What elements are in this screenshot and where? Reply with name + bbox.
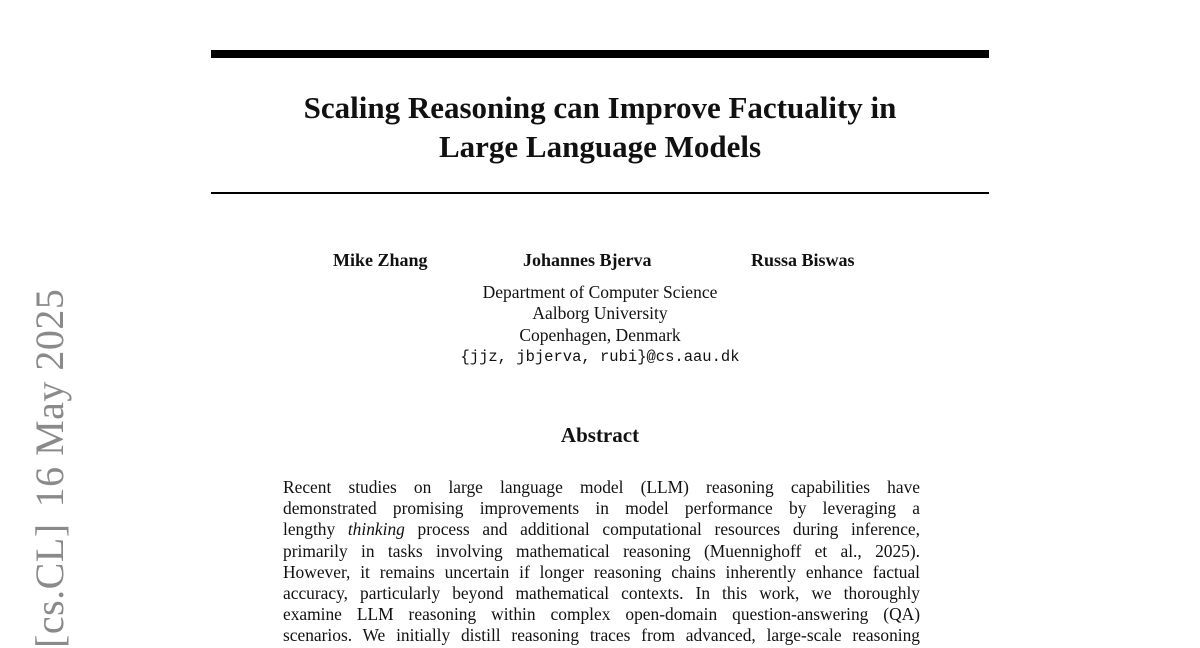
abstract-line bbox=[283, 625, 920, 646]
abstract-text: Recent studies on large language model (LLM) reasoning capabilities have bbox=[283, 477, 920, 497]
abstract-text: demonstrated promising improvements in model performance by leveraging a bbox=[283, 498, 920, 519]
affiliation-email: {jjz, jbjerva, rubi}@cs.aau.dk bbox=[460, 348, 740, 366]
title-line-1: Scaling Reasoning can Improve Factuality in bbox=[303, 90, 897, 125]
abstract-text: examine LLM reasoning within complex open-domain question-answering (QA) bbox=[283, 604, 920, 625]
abstract-line bbox=[283, 562, 920, 583]
abstract-text: lengthy bbox=[283, 519, 348, 540]
author-name: Johannes Bjerva bbox=[523, 250, 652, 270]
abstract-text: primarily in tasks involving mathematical reasoning (Muennighoff et al., 2025). bbox=[283, 540, 920, 561]
abstract-body bbox=[283, 477, 920, 647]
title-bottom-rule bbox=[211, 192, 989, 194]
arxiv-side-stamp bbox=[28, 289, 72, 648]
affiliation-university: Aalborg University bbox=[532, 303, 668, 323]
abstract-line bbox=[283, 477, 920, 498]
abstract-text: However, it remains uncertain if longer reasoning chains inherently enhance factual bbox=[283, 561, 920, 582]
abstract-text: accuracy, particularly beyond mathematical contexts. In this work, we thoroughly bbox=[283, 582, 920, 603]
abstract-line bbox=[283, 519, 920, 540]
abstract-text: process and additional computational resources during inference, bbox=[404, 519, 920, 540]
abstract-text: scenarios. We initially distill reasoning traces from advanced, large-scale reasoning bbox=[283, 625, 920, 646]
paper-title bbox=[211, 88, 989, 166]
title-line-2: Large Language Models bbox=[438, 129, 762, 164]
affiliation-location: Copenhagen, Denmark bbox=[519, 325, 681, 345]
abstract-line bbox=[283, 583, 920, 604]
author-name: Mike Zhang bbox=[333, 250, 428, 270]
author-name: Russa Biswas bbox=[751, 250, 855, 270]
abstract-line bbox=[283, 604, 920, 625]
abstract-line bbox=[283, 498, 920, 519]
abstract-emphasis: thinking bbox=[347, 519, 405, 540]
arxiv-category: [cs.CL] bbox=[27, 523, 72, 648]
title-top-rule bbox=[211, 50, 989, 58]
abstract-line bbox=[283, 541, 920, 562]
abstract-heading: Abstract bbox=[560, 423, 640, 447]
affiliation-department: Department of Computer Science bbox=[482, 282, 718, 302]
arxiv-date: 16 May 2025 bbox=[27, 288, 72, 508]
